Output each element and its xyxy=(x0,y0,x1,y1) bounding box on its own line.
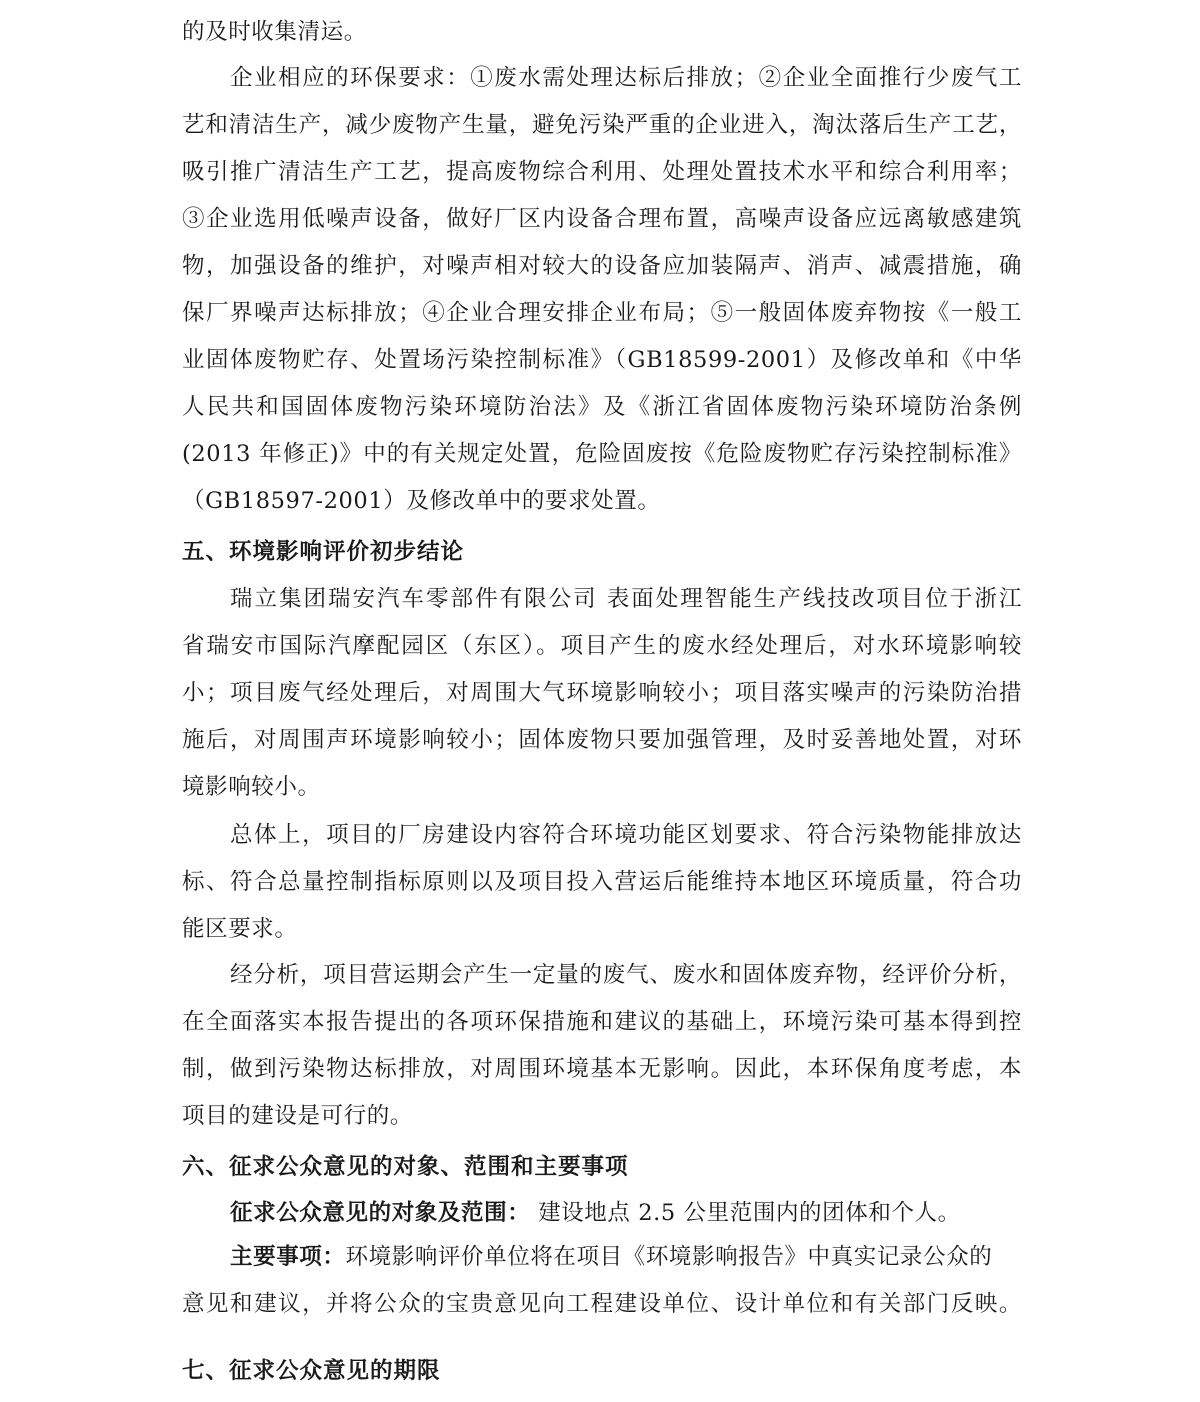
paragraph-line: （GB18597-2001）及修改单中的要求处置。 xyxy=(182,488,661,514)
paragraph-line: 项目的建设是可行的。 xyxy=(182,1103,414,1129)
scope-line xyxy=(230,1198,961,1228)
section-heading-7: 七、征求公众意见的期限 xyxy=(182,1358,441,1384)
paragraph-line: 艺和清洁生产，减少废物产生量，避免污染严重的企业进入，淘汰落后生产工艺， xyxy=(182,112,1022,138)
scope-label: 征求公众意见的对象及范围： xyxy=(230,1200,531,1226)
paragraph-line: 小；项目废气经处理后，对周围大气环境影响较小；项目落实噪声的污染防治措 xyxy=(182,680,1022,706)
paragraph-line: 经分析，项目营运期会产生一定量的废气、废水和固体废弃物，经评价分析， xyxy=(230,962,1022,988)
paragraph-line: ③企业选用低噪声设备，做好厂区内设备合理布置，高噪声设备应远离敏感建筑 xyxy=(182,206,1022,232)
paragraph-line: 瑞立集团瑞安汽车零部件有限公司 表面处理智能生产线技改项目位于浙江 xyxy=(230,586,1022,612)
paragraph-line: 标、符合总量控制指标原则以及项目投入营运后能维持本地区环境质量，符合功 xyxy=(182,869,1022,895)
paragraph-line: (2013 年修正)》中的有关规定处置，危险固废按《危险废物贮存污染控制标准》 xyxy=(182,441,1022,467)
paragraph-line: 意见和建议，并将公众的宝贵意见向工程建设单位、设计单位和有关部门反映。 xyxy=(182,1291,1022,1317)
paragraph-line: 制，做到污染物达标排放，对周围环境基本无影响。因此，本环保角度考虑，本 xyxy=(182,1056,1022,1082)
paragraph-line: 的及时收集清运。 xyxy=(182,19,367,45)
paragraph-line: 总体上，项目的厂房建设内容符合环境功能区划要求、符合污染物能排放达 xyxy=(230,822,1022,848)
matters-text: 环境影响评价单位将在项目《环境影响报告》中真实记录公众的 xyxy=(345,1244,993,1270)
paragraph-line: 人民共和国固体废物污染环境防治法》及《浙江省固体废物污染环境防治条例 xyxy=(182,394,1022,420)
paragraph-line: 物，加强设备的维护，对噪声相对较大的设备应加装隔声、消声、减震措施，确 xyxy=(182,253,1022,279)
paragraph-line: 企业相应的环保要求：①废水需处理达标后排放；②企业全面推行少废气工 xyxy=(230,65,1022,91)
paragraph-line: 省瑞安市国际汽摩配园区（东区）。项目产生的废水经处理后，对水环境影响较 xyxy=(182,633,1022,659)
paragraph-line: 境影响较小。 xyxy=(182,774,321,800)
scope-text: 建设地点 2.5 公里范围内的团体和个人。 xyxy=(530,1200,961,1226)
paragraph-line: 施后，对周围声环境影响较小；固体废物只要加强管理，及时妥善地处置，对环 xyxy=(182,727,1022,753)
matters-line xyxy=(230,1242,992,1272)
paragraph-line: 业固体废物贮存、处置场污染控制标准》（GB18599-2001）及修改单和《中华 xyxy=(182,347,1022,373)
paragraph-line: 吸引推广清洁生产工艺，提高废物综合利用、处理处置技术水平和综合利用率； xyxy=(182,159,1022,185)
section-heading-6: 六、征求公众意见的对象、范围和主要事项 xyxy=(182,1154,629,1180)
paragraph-line: 能区要求。 xyxy=(182,916,298,942)
section-heading-5: 五、环境影响评价初步结论 xyxy=(182,539,465,565)
paragraph-line: 在全面落实本报告提出的各项环保措施和建议的基础上，环境污染可基本得到控 xyxy=(182,1009,1022,1035)
paragraph-line: 保厂界噪声达标排放；④企业合理安排企业布局；⑤一般固体废弃物按《一般工 xyxy=(182,300,1022,326)
matters-label: 主要事项： xyxy=(230,1244,346,1270)
